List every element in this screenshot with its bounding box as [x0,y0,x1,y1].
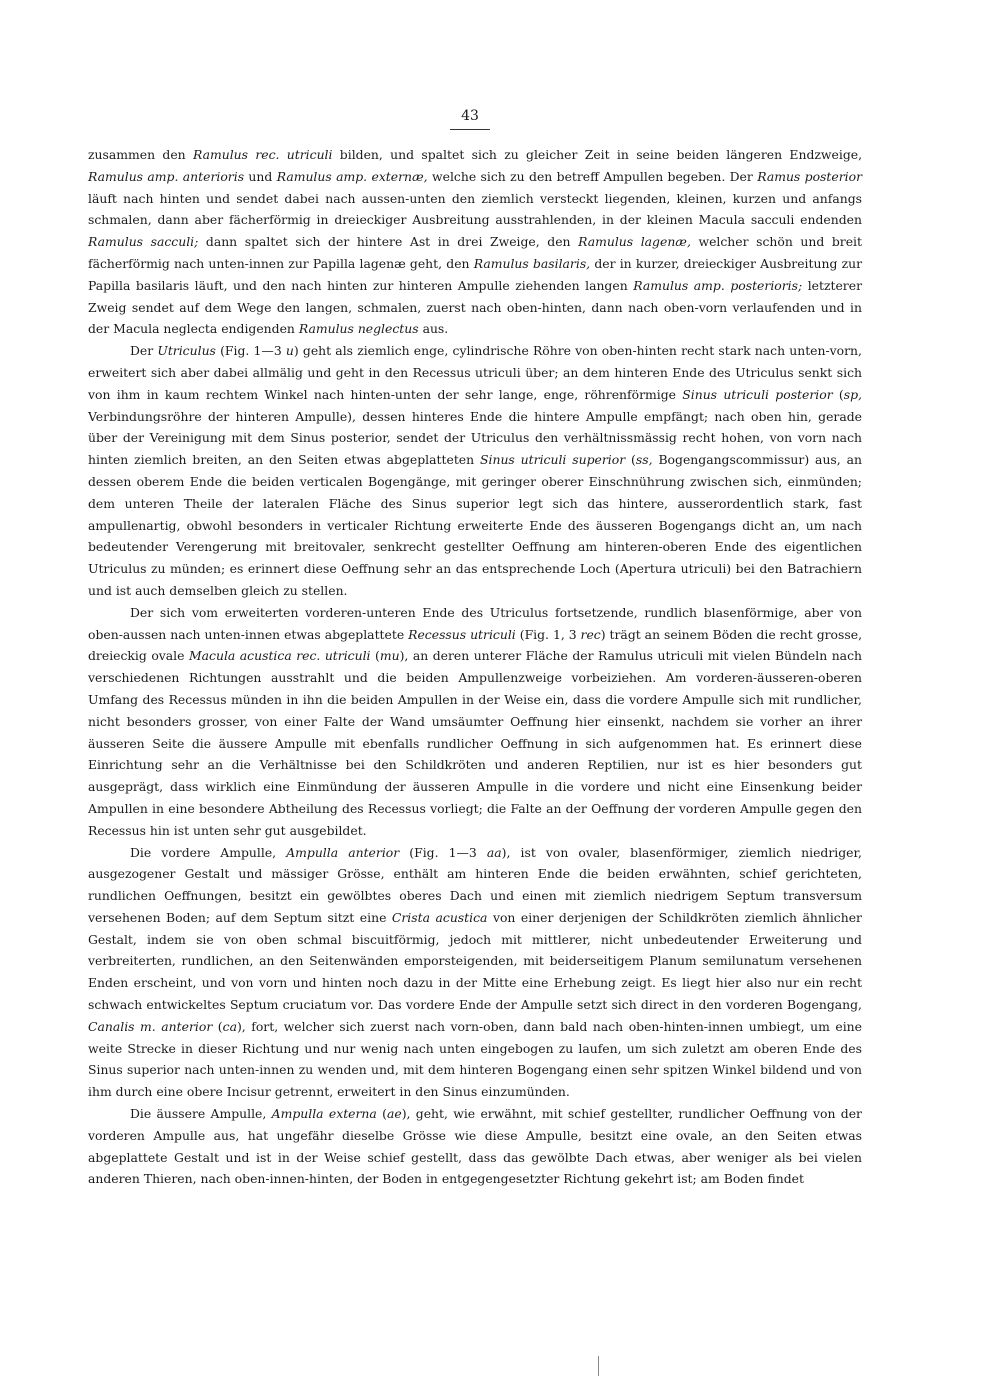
text-run: Die vordere Ampulle, [130,844,287,860]
italic-term: sp, [843,386,862,402]
paragraph [88,1103,862,1190]
text-run: bilden, und spaltet sich zu gleicher Zeit in seine beiden längeren Endzweige, [332,147,863,162]
text-run: ), fort, welcher sich zuerst nach vorn-oben, dann bald nach oben-hinten-innen umbiegt, um eine weite Strecke in dieser Richtung und nur wenig nach unten eingebogen zu laufen, um sich zuletzt am oberen Ende des Sinus superior nach unten-innen zu wenden und, mit dem hinteren Bogengang einen sehr spitzen Winkel bildend und von ihm durch eine obere Incisur getrennt, erweitert in den Sinus einzumünden. [88,1018,862,1100]
text-run: ), an deren unterer Fläche der Ramulus utriculi mit vielen Bündeln nach verschiedenen Richtungen ausstrahlt und die beiden Ampullenzweige vorbeiziehen. Am vorderen-äusseren-oberen Umfang des Recessus münden in ihn die beiden Ampullen in der Weise ein, dass die vordere Ampulle sich mit rundlicher, nicht besonders grosser, von einer Falte der Wand umsäumter Oeffnung hier einsenkt, nachdem sie vorher an ihrer äusseren Seite die äussere Ampulle mit ebenfalls rundlicher Oeffnung in sich aufgenommen hat. Es erinnert diese Einrichtung sehr an die Verhältnisse bei den Schildkröten und anderen Reptilien, nur ist es hier besonders gut ausgeprägt, dass wirklich eine Einmündung der äusseren Ampulle in die vordere und nicht eine Einsenkung beider Ampullen in eine besondere Abtheilung des Recessus vorliegt; die Falte an der Oeffnung der vorderen Ampulle gegen den Recessus hin ist unten sehr gut ausgebildet. [88,648,862,838]
italic-term: ss, [635,452,653,468]
italic-term: mu [379,648,400,664]
body-text [88,144,862,1190]
italic-term: Macula acustica rec. utriculi [188,648,371,664]
text-run: ) trägt an seinem Böden die recht grosse, dreieckig ovale [88,626,863,664]
paragraph [88,602,862,842]
text-run: und [244,168,277,184]
text-run: ) geht als ziemlich enge, cylindrische Röhre von oben-hinten recht stark nach unten-vorn, erweitert sich aber dabei allmälig und geht in den Recessus utriculi über; an dem hinteren Ende des Utriculus senkt sich von ihm in kaum rechtem Winkel nach hinten-unten der sehr lange, enge, röhrenförmige [88,343,862,402]
text-run: Die äussere Ampulle, [130,1106,272,1122]
paragraph [88,842,862,1104]
margin-mark [598,1356,599,1376]
text-run: ( [832,386,844,402]
text-run: Verbindungsröhre der hinteren Ampulle), dessen hinteres Ende die hintere Ampulle empfängt; nach oben hin, gerade über der Vereinigung mit dem Sinus posterior, sendet der Utriculus den verhältnissmässig recht hohen, von vorn nach hinten ziemlich breiten, an den Seiten etwas abgeplatteten [88,408,862,468]
page-number-rule [450,129,490,130]
italic-term: aa [486,844,502,860]
text-run: von einer derjenigen der Schildkröten ziemlich ähnlicher Gestalt, indem sie von oben schmal biscuitförmig, jedoch mit mittlerer, nicht unbedeutender Erweiterung und verbreiterten, rundlichen, an den Seitenwänden emporsteigenden, mit beiderseitigem Planum semilunatum versehenen Enden erscheint, und von vorn und hinten noch dazu in der Mitte eine Erhebung zeigt. Es liegt hier also nur ein recht schwach entwickeltes Septum cruciatum vor. Das vordere Ende der Ampulle setzt sich direct in den vorderen Bogengang, [88,909,862,1013]
italic-term: Ramulus amp. posterioris; [633,277,803,293]
text-run: welche sich zu den betreff Ampullen begeben. Der [427,168,758,184]
italic-term: Ramulus neglectus [298,321,419,337]
italic-term: Sinus utriculi superior [480,452,626,468]
italic-term: ae [386,1106,402,1122]
text-run: ( [370,648,380,664]
text-run: Der [130,343,158,359]
italic-term: Ramulus amp. anterioris [88,168,245,184]
text-run: ( [625,452,636,468]
text-run: ( [212,1018,223,1034]
italic-term: Ramulus amp. externæ, [276,168,428,184]
italic-term: Ampulla anterior [286,844,400,860]
text-run: letzterer Zweig sendet auf dem Wege den langen, schmalen, zuerst nach oben-hinten, dann nach oben-vorn verlaufenden und in der Macula neglecta endigenden [88,277,862,337]
text-run: dann spaltet sich der hintere Ast in drei Zweige, den [198,234,579,250]
italic-term: Ramus posterior [757,168,862,184]
text-run: der in kurzer, dreieckiger Ausbreitung zur Papilla basilaris läuft, und den nach hinten zur hinteren Ampulle ziehenden langen [88,255,862,293]
italic-term: Sinus utriculi posterior [682,386,833,402]
text-run: welcher schön und breit fächerförmig nach unten-innen zur Papilla lagenæ geht, den [88,234,862,271]
text-run: Der sich vom erweiterten vorderen-unteren Ende des Utriculus fortsetzende, rundlich blasenförmige, aber von oben-aussen nach unten-innen etwas abgeplattete [88,604,862,642]
text-run: Bogengangscommissur) aus, an dessen oberem Ende die beiden verticalen Bogengänge, mit geringer oberer Einschnührung zwischen sich, einmünden; dem unteren Theile der lateralen Fläche des Sinus superior legt sich das hintere, ausserordentlich stark, fast ampullenartig, obwohl besonders in verticaler Richtung erweiterte Ende des äusseren Bogengangs dicht an, um nach bedeutender Verengerung mit breitovaler, senkrecht gestellter Oeffnung am hinteren-oberen Ende des eigentlichen Utriculus zu münden; es erinnert diese Oeffnung sehr an das entsprechende Loch (Apertura utriculi) bei den Batrachiern und ist auch demselben gleich zu stellen. [88,452,862,598]
page-number: 43 [461,108,479,124]
italic-term: Recessus utriculi [408,626,516,642]
text-run: ( [376,1106,387,1122]
paragraph [88,144,862,340]
italic-term: Ramulus sacculi; [88,234,199,250]
paragraph [88,340,862,602]
italic-term: Ampulla externa [271,1106,377,1122]
italic-term: Utriculus [157,343,216,359]
text-run: (Fig. 1—3 [215,343,286,359]
italic-term: ca [222,1018,237,1034]
italic-term: rec [580,626,601,642]
italic-term: Canalis m. anterior [88,1018,213,1034]
text-run: zusammen den [88,147,193,162]
italic-term: u [285,343,294,359]
text-run: läuft nach hinten und sendet dabei nach aussen-unten den ziemlich versteckt liegenden, kleinen, kurzen und anfangs schmalen, dann aber fächerförmig in dreieckiger Ausbreitung ausstrahlenden, in der kleinen Macula sacculi endenden [88,190,862,228]
italic-term: Ramulus rec. utriculi [192,147,333,162]
text-run: (Fig. 1—3 [399,844,487,860]
italic-term: Ramulus basilaris, [473,255,591,271]
italic-term: Crista acustica [391,909,488,925]
text-run: aus. [418,321,449,337]
italic-term: Ramulus lagenæ, [578,234,691,250]
text-run: ), geht, wie erwähnt, mit schief gestellter, rundlicher Oeffnung von der vorderen Ampulle aus, hat ungefähr dieselbe Grösse wie diese Ampulle, besitzt eine ovale, an den Seiten etwas abgeplattete Gestalt und ist in der Weise schief gestellt, dass das gewölbte Dach etwas, aber weniger als bei vielen anderen Thieren, nach oben-innen-hinten, der Boden in entgegengesetzter Richtung gekehrt ist; am Boden findet [88,1106,862,1187]
text-run: (Fig. 1, 3 [515,626,581,642]
text-run: ), ist von ovaler, blasenförmiger, ziemlich niedriger, ausgezogener Gestalt und mässiger Grösse, enthält am hinteren Ende die beiden erwähnten, schief gerichteten, rundlichen Oeffnungen, besitzt ein gewölbtes oberes Dach und einen mit ziemlich niedrigem Septum transversum versehenen Boden; auf dem Septum sitzt eine [88,844,862,925]
